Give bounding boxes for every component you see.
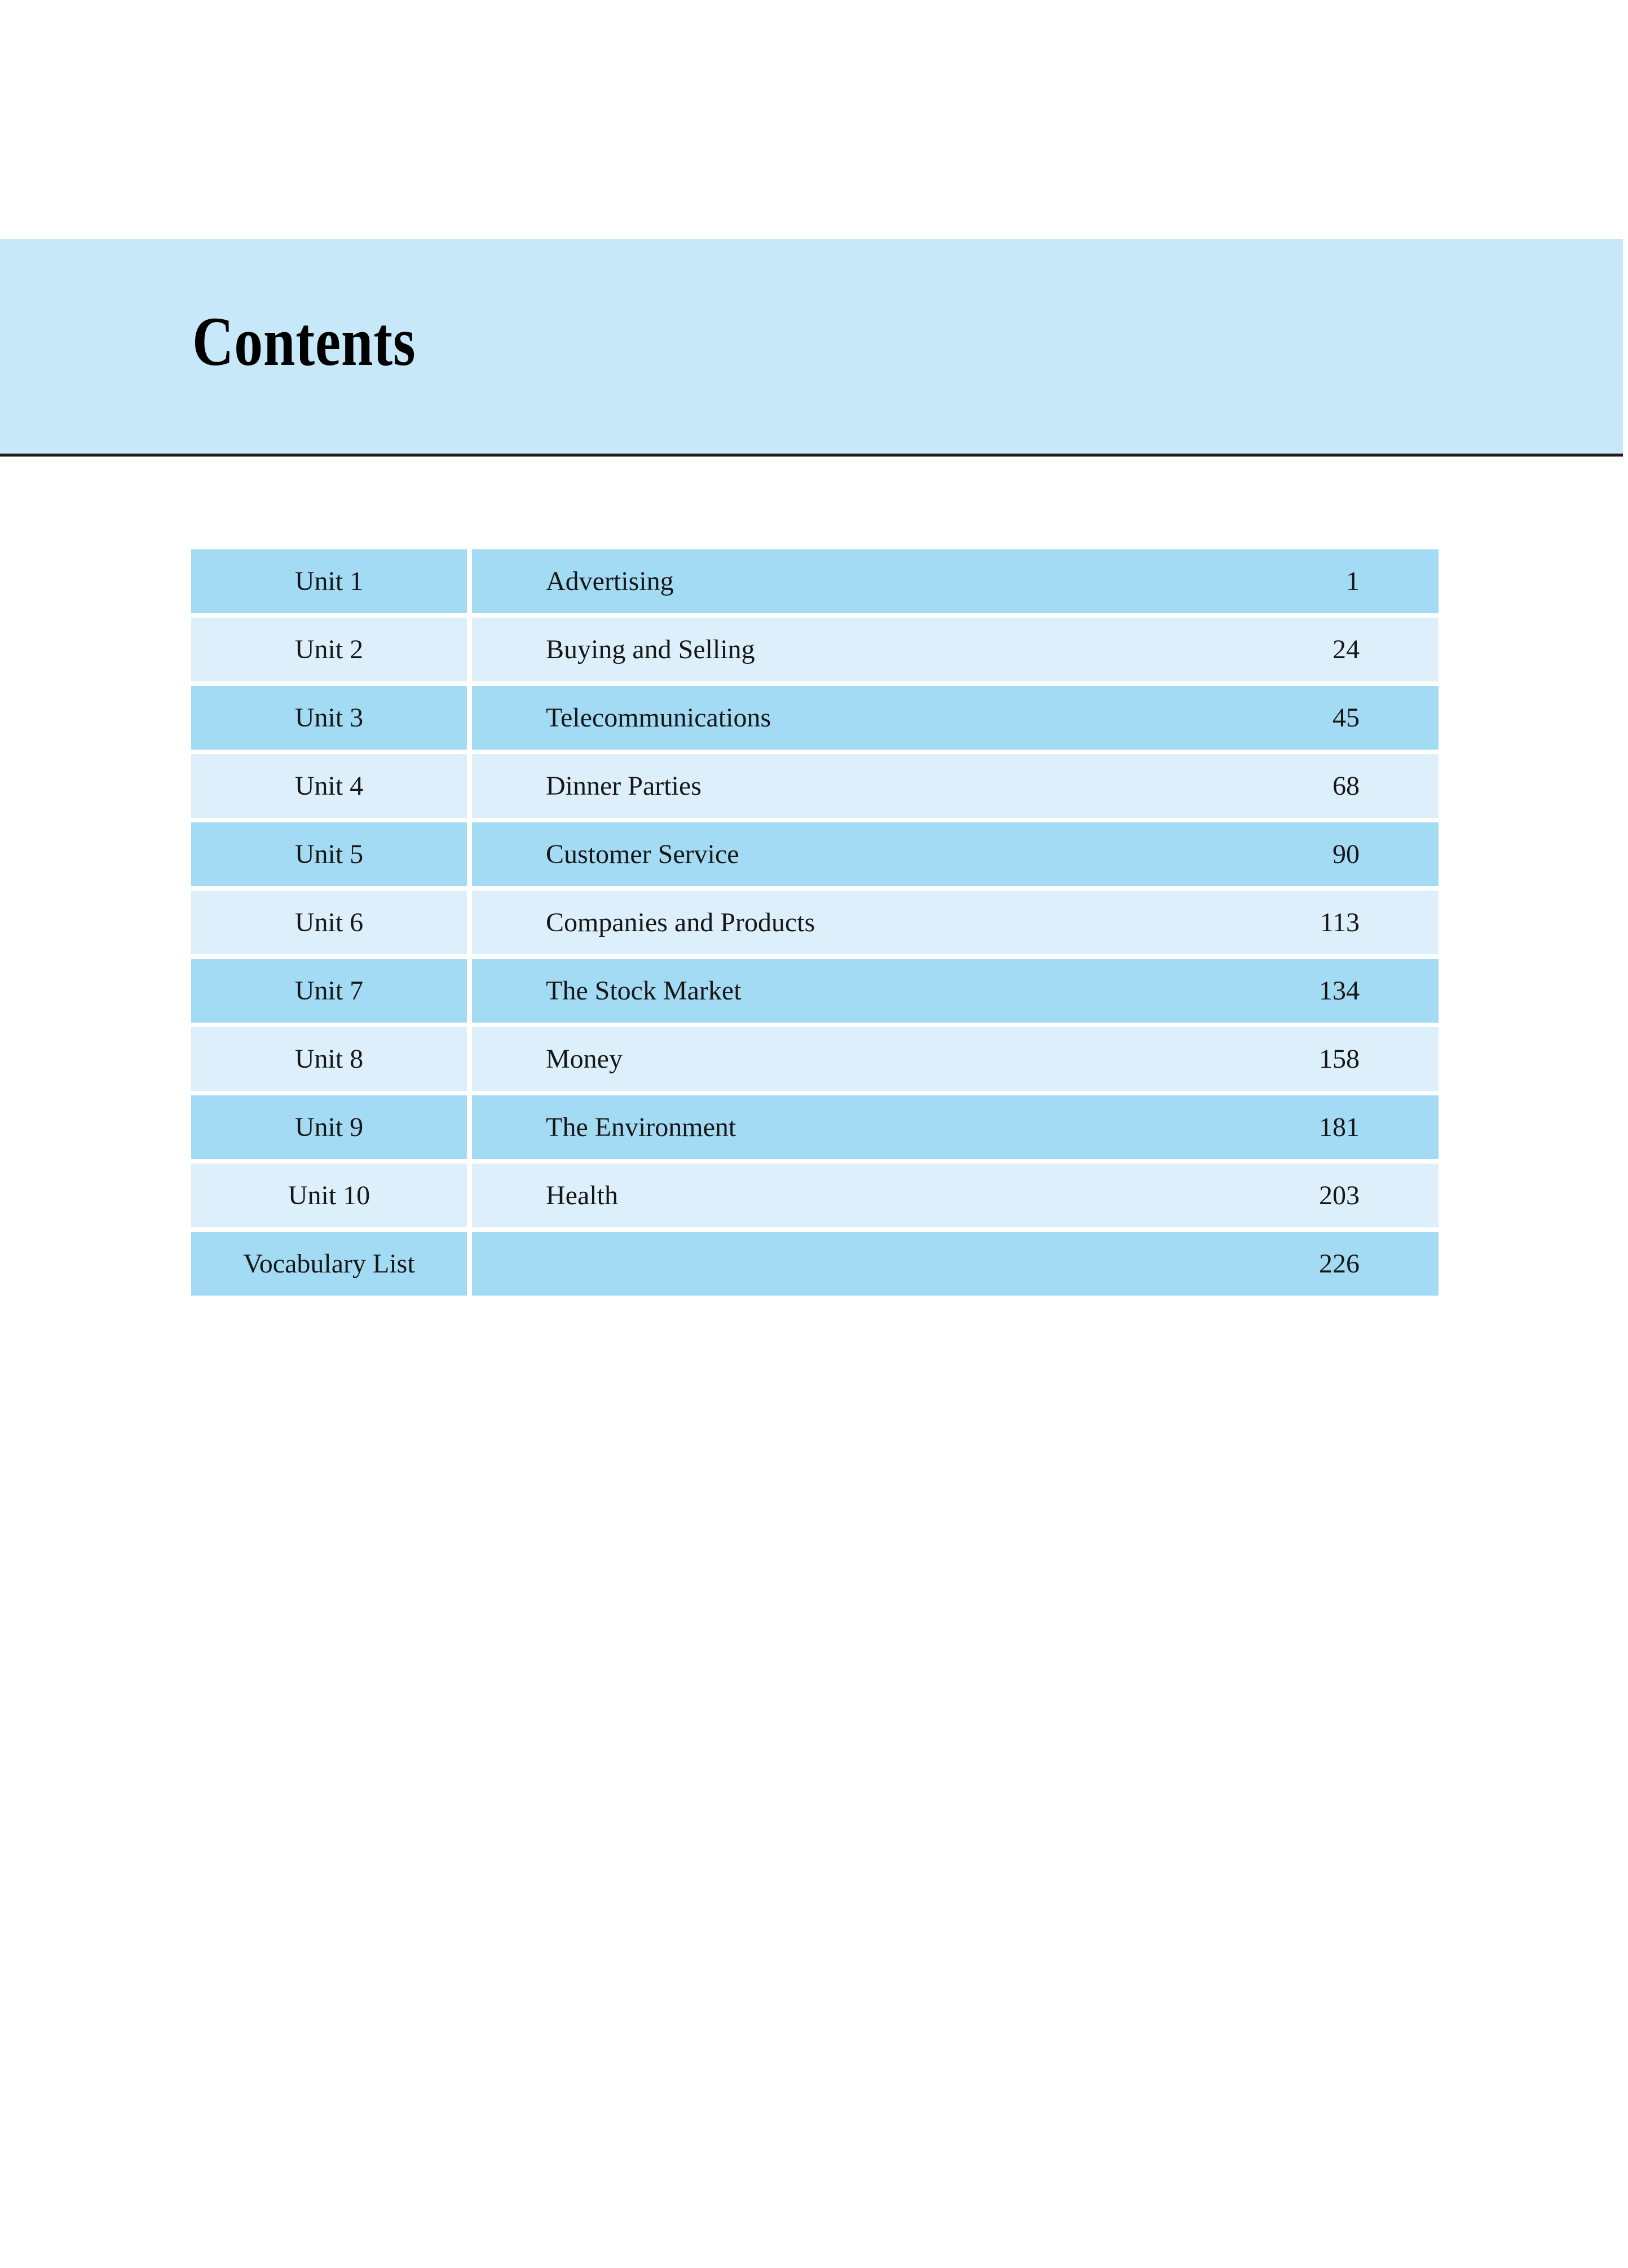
unit-cell: Unit 2 [191,618,467,681]
chapter-title: Buying and Selling [546,635,755,664]
main-cell [472,1095,1439,1159]
unit-cell: Unit 3 [191,686,467,750]
toc-row [191,822,1439,886]
toc-row [191,549,1439,613]
toc-row [191,959,1439,1023]
toc-row [191,754,1439,818]
toc-row [191,618,1439,681]
page-number: 181 [1319,1112,1360,1142]
unit-cell: Unit 10 [191,1164,467,1227]
unit-cell: Unit 9 [191,1095,467,1159]
main-cell [472,891,1439,954]
chapter-title: Customer Service [546,839,739,869]
page-number: 90 [1333,839,1360,869]
chapter-title: Companies and Products [546,908,815,937]
main-cell [472,1232,1439,1296]
unit-cell: Unit 4 [191,754,467,818]
header-rule [0,453,1623,457]
main-cell [472,754,1439,818]
page-title: Contents [192,303,416,380]
toc-row [191,1164,1439,1227]
page-number: 1 [1346,566,1360,596]
contents-table [191,549,1439,1300]
unit-cell: Unit 6 [191,891,467,954]
main-cell [472,1027,1439,1091]
main-cell [472,822,1439,886]
chapter-title: Health [546,1181,618,1210]
chapter-title: Advertising [546,566,674,596]
main-cell [472,686,1439,750]
page-number: 226 [1319,1249,1360,1279]
main-cell [472,618,1439,681]
toc-row [191,1027,1439,1091]
unit-cell: Unit 1 [191,549,467,613]
page-number: 203 [1319,1181,1360,1210]
toc-row [191,686,1439,750]
toc-row [191,891,1439,954]
chapter-title: Dinner Parties [546,771,702,801]
main-cell [472,959,1439,1023]
chapter-title: The Stock Market [546,976,742,1006]
page-number: 24 [1333,635,1360,664]
toc-row [191,1095,1439,1159]
page-number: 68 [1333,771,1360,801]
page-number: 134 [1319,976,1360,1006]
unit-cell: Unit 5 [191,822,467,886]
page-number: 113 [1320,908,1360,937]
unit-cell: Vocabulary List [191,1232,467,1296]
toc-row [191,1232,1439,1296]
chapter-title: Telecommunications [546,703,771,733]
page-number: 45 [1333,703,1360,733]
unit-cell: Unit 7 [191,959,467,1023]
main-cell [472,1164,1439,1227]
page-number: 158 [1319,1044,1360,1074]
main-cell [472,549,1439,613]
chapter-title: The Environment [546,1112,736,1142]
unit-cell: Unit 8 [191,1027,467,1091]
chapter-title: Money [546,1044,623,1074]
